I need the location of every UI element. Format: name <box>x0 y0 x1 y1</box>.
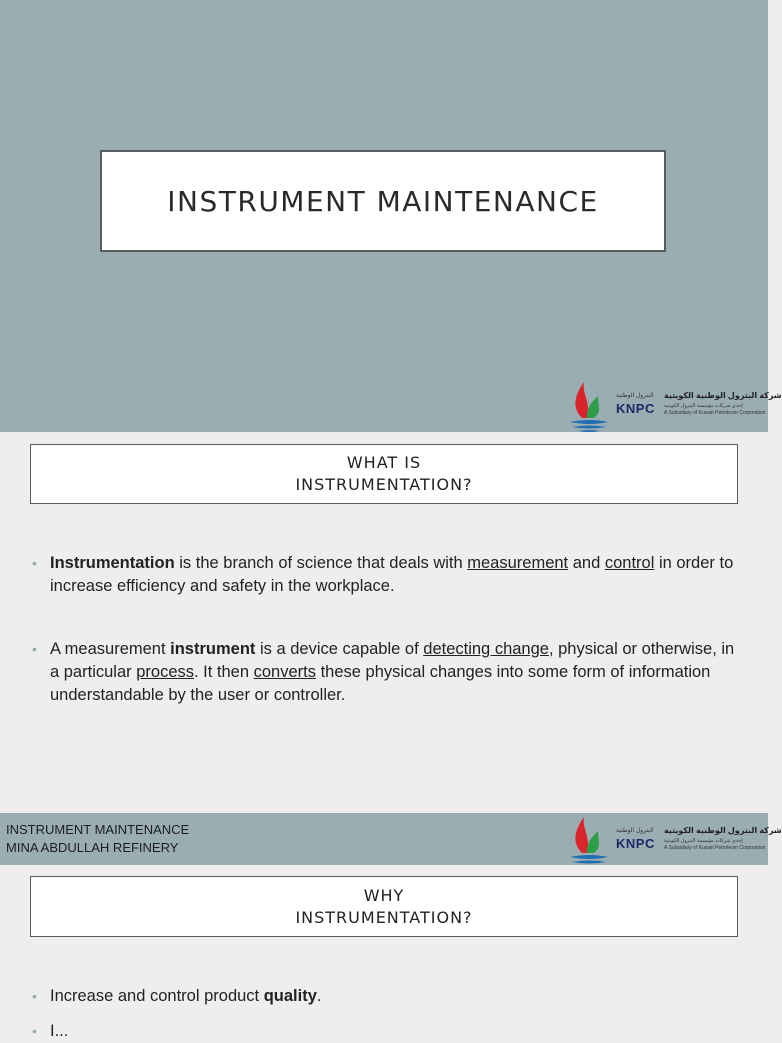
bullet-text: . <box>316 987 322 1005</box>
underlined-term: detecting change <box>423 640 549 658</box>
bullet-text: A measurement <box>50 640 171 658</box>
title-slide <box>0 0 782 432</box>
underlined-term: measurement <box>467 554 569 572</box>
heading-line-2: INSTRUMENTATION? <box>295 907 473 927</box>
logo-arabic-full: شركة البترول الوطنية الكويتية <box>664 826 782 835</box>
slide-heading-box <box>30 876 738 937</box>
bullet-list <box>30 552 740 598</box>
heading-line-1: WHAT IS <box>346 453 422 472</box>
bold-term: quality <box>263 987 317 1005</box>
slide-heading-box <box>30 444 738 504</box>
logo-arabic-sub: إحدى شركات مؤسسة البترول الكويتية <box>664 838 743 844</box>
bullet-dot-icon: • <box>32 641 37 657</box>
bullet-list <box>30 985 740 1043</box>
bullet-item <box>30 1020 740 1043</box>
underlined-term: converts <box>253 663 316 681</box>
footer-subtitle: MINA ABDULLAH REFINERY <box>6 840 179 855</box>
flame-logo-icon <box>568 378 612 434</box>
title-box <box>100 150 666 252</box>
bullet-item <box>30 638 740 707</box>
bullet-text: and <box>568 554 605 572</box>
logo-arabic-sub: إحدى شركات مؤسسة البترول الكويتية <box>664 403 743 409</box>
logo-arabic-full: شركة البترول الوطنية الكويتية <box>664 391 782 400</box>
bullet-item <box>30 985 740 1008</box>
what-is-slide <box>0 432 768 813</box>
logo-english-sub: A Subsidiary of Kuwait Petroleum Corporation <box>664 410 766 416</box>
logo-english-sub: A Subsidiary of Kuwait Petroleum Corporation <box>664 845 766 851</box>
bullet-text: is a device capable of <box>255 640 424 658</box>
bullet-text: these physical changes into some form of information understandable by the user or controller. <box>50 663 711 704</box>
bullet-dot-icon: • <box>32 555 37 571</box>
underlined-term: process <box>136 663 194 681</box>
bullet-text: in order to increase efficiency and safety in the workplace. <box>50 554 734 595</box>
knpc-logo <box>568 813 782 869</box>
bullet-text: Increase and control product <box>50 987 264 1005</box>
bold-term: Instrumentation <box>50 554 175 572</box>
bullet-text: . It then <box>194 663 254 681</box>
slide-title: INSTRUMENT MAINTENANCE <box>167 184 599 218</box>
logo-arabic-short: البترول الوطنية <box>616 393 654 399</box>
flame-logo-icon <box>568 813 612 869</box>
logo-brand: KNPC <box>616 401 655 416</box>
bullet-text: , physical or otherwise, in a particular <box>50 640 735 681</box>
footer-title: INSTRUMENT MAINTENANCE <box>6 822 190 837</box>
slide-footer <box>0 813 782 865</box>
bullet-list <box>30 638 740 707</box>
bullet-dot-icon: • <box>32 1023 37 1039</box>
why-slide <box>0 865 768 1040</box>
heading-line-2: INSTRUMENTATION? <box>295 475 473 494</box>
bullet-item <box>30 552 740 598</box>
bullet-text: I... <box>50 1022 69 1040</box>
logo-arabic-short: البترول الوطنية <box>616 828 654 834</box>
bullet-text: is the branch of science that deals with <box>174 554 468 572</box>
bold-term: instrument <box>170 640 256 658</box>
underlined-term: control <box>604 554 655 572</box>
logo-brand: KNPC <box>616 836 655 851</box>
heading-line-1: WHY <box>363 885 405 905</box>
knpc-logo <box>568 378 782 434</box>
bullet-dot-icon: • <box>32 988 37 1004</box>
